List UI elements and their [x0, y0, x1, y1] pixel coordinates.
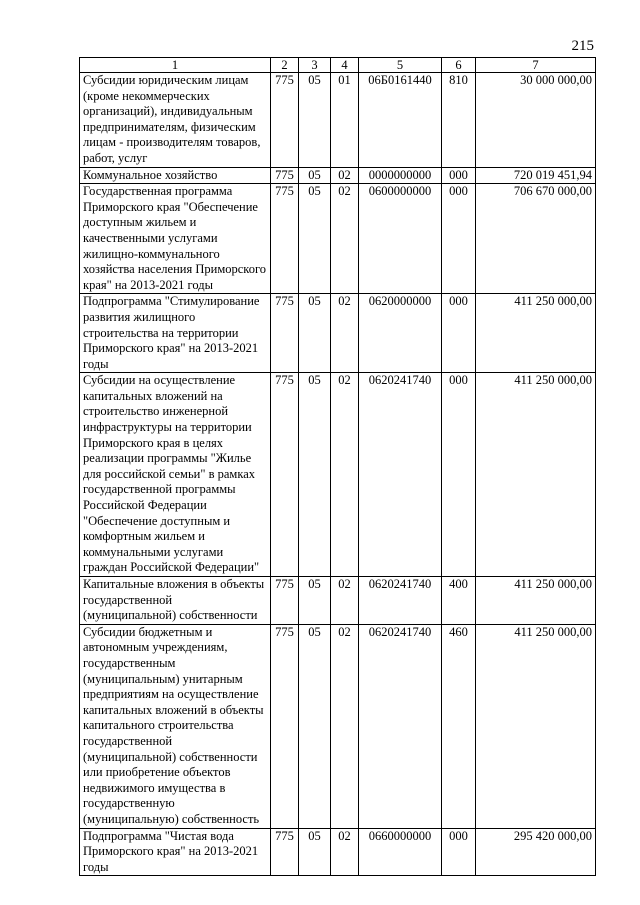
column-header: 1	[80, 58, 271, 73]
row-expense-type: 000	[442, 294, 476, 373]
table-row	[80, 73, 596, 168]
table-row	[80, 294, 596, 373]
row-code: 775	[271, 373, 299, 577]
row-section: 05	[299, 373, 331, 577]
row-expense-type: 000	[442, 184, 476, 294]
row-amount: 706 670 000,00	[476, 184, 596, 294]
table-row	[80, 624, 596, 828]
table-row	[80, 167, 596, 184]
row-expense-type: 460	[442, 624, 476, 828]
row-amount: 411 250 000,00	[476, 624, 596, 828]
row-amount: 411 250 000,00	[476, 294, 596, 373]
row-amount: 411 250 000,00	[476, 577, 596, 625]
row-target-article: 06Б0161440	[359, 73, 442, 168]
row-expense-type: 810	[442, 73, 476, 168]
row-amount: 295 420 000,00	[476, 828, 596, 876]
row-subsection: 02	[331, 577, 359, 625]
row-target-article: 0620241740	[359, 624, 442, 828]
row-name: Капитальные вложения в объекты государственной (муниципальной) собственности	[80, 577, 271, 625]
row-name: Коммунальное хозяйство	[80, 167, 271, 184]
row-code: 775	[271, 294, 299, 373]
row-name: Субсидии юридическим лицам (кроме некоммерческих организаций), индивидуальным предпринимателям, физическим лицам - производителям товаров, работ, услуг	[80, 73, 271, 168]
row-name: Субсидии бюджетным и автономным учреждениям, государственным (муниципальным) унитарным предприятиям на осуществление капитальных вложений в объекты капитального строительства государственной (муниципальной) собственности или приобретение объектов недвижимого имущества в государственную (муниципальную) собственность	[80, 624, 271, 828]
row-expense-type: 000	[442, 167, 476, 184]
row-section: 05	[299, 294, 331, 373]
row-amount: 30 000 000,00	[476, 73, 596, 168]
column-header: 7	[476, 58, 596, 73]
row-target-article: 0600000000	[359, 184, 442, 294]
column-header: 4	[331, 58, 359, 73]
row-name: Субсидии на осуществление капитальных вложений на строительство инженерной инфраструктуры на территории Приморского края в целях реализации программы "Жилье для российской семьи" в рамках государственной программы Российской Федерации "Обеспечение доступным и комфортным жильем и коммунальными услугами граждан Российской Федерации"	[80, 373, 271, 577]
row-subsection: 01	[331, 73, 359, 168]
page-number: 215	[571, 38, 594, 54]
column-header: 5	[359, 58, 442, 73]
row-amount: 411 250 000,00	[476, 373, 596, 577]
row-code: 775	[271, 167, 299, 184]
column-header: 3	[299, 58, 331, 73]
row-subsection: 02	[331, 828, 359, 876]
row-target-article: 0660000000	[359, 828, 442, 876]
row-name: Подпрограмма "Стимулирование развития жилищного строительства на территории Приморского края" на 2013-2021 годы	[80, 294, 271, 373]
row-subsection: 02	[331, 167, 359, 184]
row-expense-type: 000	[442, 373, 476, 577]
row-section: 05	[299, 624, 331, 828]
row-section: 05	[299, 184, 331, 294]
table-row	[80, 828, 596, 876]
row-code: 775	[271, 184, 299, 294]
row-target-article: 0000000000	[359, 167, 442, 184]
row-section: 05	[299, 167, 331, 184]
row-subsection: 02	[331, 373, 359, 577]
row-section: 05	[299, 828, 331, 876]
row-name: Государственная программа Приморского края "Обеспечение доступным жильем и качественными услугами жилищно-коммунального хозяйства населения Приморского края" на 2013-2021 годы	[80, 184, 271, 294]
row-expense-type: 400	[442, 577, 476, 625]
row-target-article: 0620241740	[359, 577, 442, 625]
table-row	[80, 577, 596, 625]
table-row	[80, 184, 596, 294]
row-subsection: 02	[331, 184, 359, 294]
row-code: 775	[271, 73, 299, 168]
row-section: 05	[299, 577, 331, 625]
column-header-row	[80, 58, 596, 73]
row-subsection: 02	[331, 294, 359, 373]
row-section: 05	[299, 73, 331, 168]
table-row	[80, 373, 596, 577]
row-target-article: 0620241740	[359, 373, 442, 577]
column-header: 2	[271, 58, 299, 73]
column-header: 6	[442, 58, 476, 73]
row-code: 775	[271, 624, 299, 828]
row-name: Подпрограмма "Чистая вода Приморского края" на 2013-2021 годы	[80, 828, 271, 876]
row-amount: 720 019 451,94	[476, 167, 596, 184]
row-expense-type: 000	[442, 828, 476, 876]
row-target-article: 0620000000	[359, 294, 442, 373]
row-subsection: 02	[331, 624, 359, 828]
row-code: 775	[271, 577, 299, 625]
budget-table	[79, 57, 596, 876]
row-code: 775	[271, 828, 299, 876]
